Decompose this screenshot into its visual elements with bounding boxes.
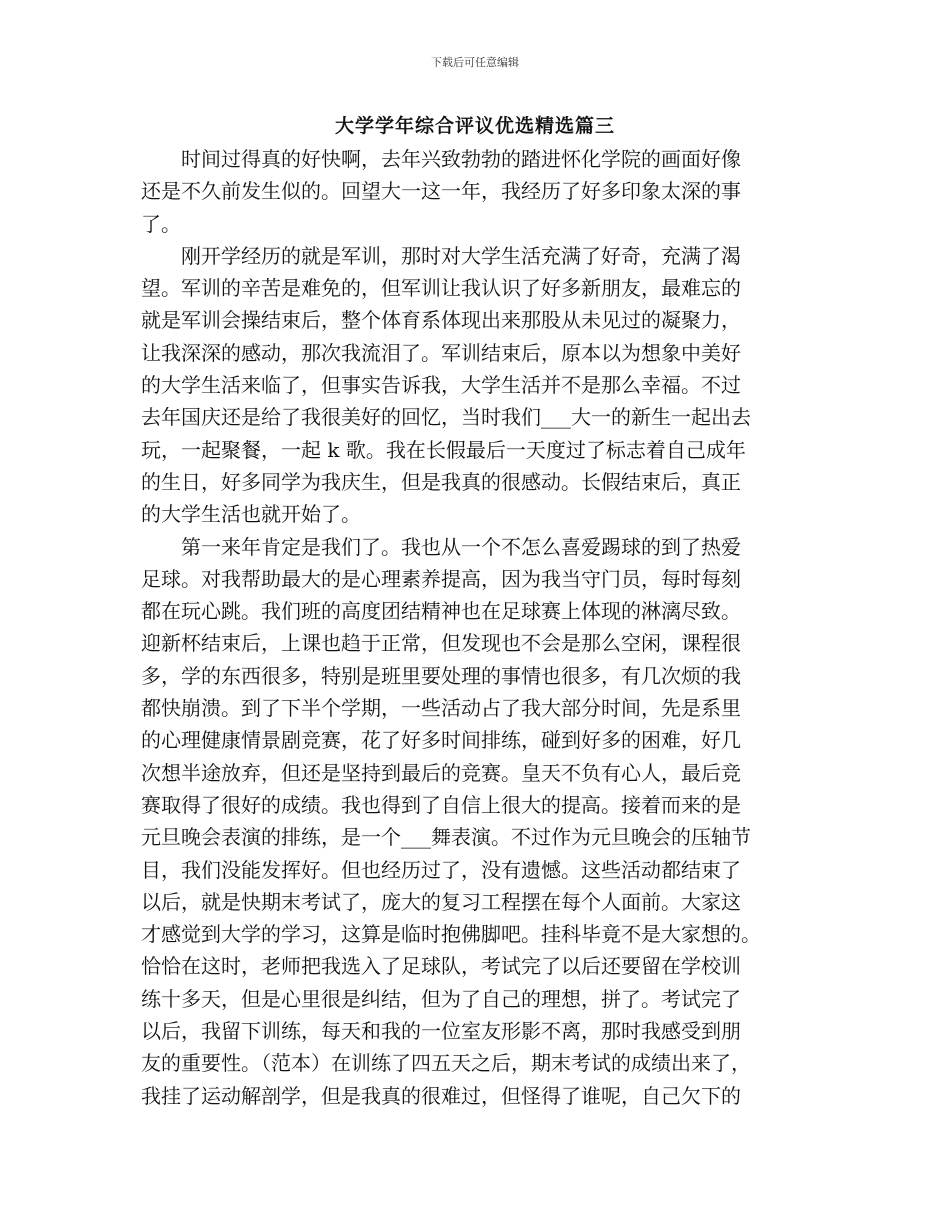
text-line: 第一来年肯定是我们了。我也从一个不怎么喜爱踢球的到了热爱 (141, 534, 741, 559)
text-line: 元旦晚会表演的排练，是一个___舞表演。不过作为元旦晚会的压轴节 (141, 825, 751, 850)
text-line: 还是不久前发生似的。回望大一这一年，我经历了好多印象太深的事 (141, 179, 741, 204)
text-line: 迎新杯结束后，上课也趋于正常，但发现也不会是那么空闲，课程很 (141, 631, 741, 656)
text-line: 的心理健康情景剧竞赛，花了好多时间排练，碰到好多的困难，好几 (141, 728, 741, 753)
text-line: 的大学生活也就开始了。 (141, 502, 361, 527)
text-line: 都快崩溃。到了下半个学期，一些活动占了我大部分时间，先是系里 (141, 696, 741, 721)
text-line: 玩，一起聚餐，一起 k 歌。我在长假最后一天度过了标志着自己成年 (141, 437, 746, 462)
document-body (141, 143, 827, 1112)
text-line: 友的重要性。（范本）在训练了四五天之后，期末考试的成绩出来了， (141, 1051, 751, 1076)
text-line: 才感觉到大学的学习，这算是临时抱佛脚吧。挂科毕竟不是大家想的。 (141, 922, 761, 947)
text-line: 次想半途放弃，但还是坚持到最后的竞赛。皇天不负有心人，最后竞 (141, 760, 741, 785)
text-line: 去年国庆还是给了我很美好的回忆，当时我们___大一的新生一起出去 (141, 405, 751, 430)
text-line: 以后，我留下训练，每天和我的一位室友形影不离，那时我感受到朋 (141, 1019, 741, 1044)
text-line: 的大学生活来临了，但事实告诉我，大学生活并不是那么幸福。不过 (141, 373, 741, 398)
text-line: 都在玩心跳。我们班的高度团结精神也在足球赛上体现的淋漓尽致。 (141, 599, 741, 624)
text-line: 恰恰在这时，老师把我选入了足球队，考试完了以后还要留在学校训 (141, 954, 741, 979)
text-line: 足球。对我帮助最大的是心理素养提高，因为我当守门员，每时每刻 (141, 566, 741, 591)
text-line: 望。军训的辛苦是难免的，但军训让我认识了好多新朋友，最难忘的 (141, 276, 741, 301)
text-line: 练十多天，但是心里很是纠结，但为了自己的理想，拼了。考试完了 (141, 986, 741, 1011)
text-line: 刚开学经历的就是军训，那时对大学生活充满了好奇，充满了渴 (141, 243, 741, 268)
text-line: 以后，就是快期末考试了，庞大的复习工程摆在每个人面前。大家这 (141, 889, 741, 914)
text-line: 的生日，好多同学为我庆生，但是我真的很感动。长假结束后，真正 (141, 469, 741, 494)
text-line: 就是军训会操结束后，整个体育系体现出来那股从未见过的凝聚力， (141, 308, 741, 333)
text-line: 赛取得了很好的成绩。我也得到了自信上很大的提高。接着而来的是 (141, 792, 741, 817)
document-title: 大学学年综合评议优选精选篇三 (334, 115, 615, 137)
page-header: 下载后可任意编辑 (431, 56, 519, 69)
text-line: 多，学的东西很多，特别是班里要处理的事情也很多，有几次烦的我 (141, 663, 741, 688)
text-line: 了。 (141, 211, 181, 236)
text-line: 我挂了运动解剖学，但是我真的很难过，但怪得了谁呢，自己欠下的 (141, 1083, 741, 1108)
text-line: 目，我们没能发挥好。但也经历过了，没有遗憾。这些活动都结束了 (141, 857, 741, 882)
text-line: 时间过得真的好快啊，去年兴致勃勃的踏进怀化学院的画面好像 (141, 147, 741, 171)
text-line: 让我深深的感动，那次我流泪了。军训结束后，原本以为想象中美好 (141, 340, 741, 365)
